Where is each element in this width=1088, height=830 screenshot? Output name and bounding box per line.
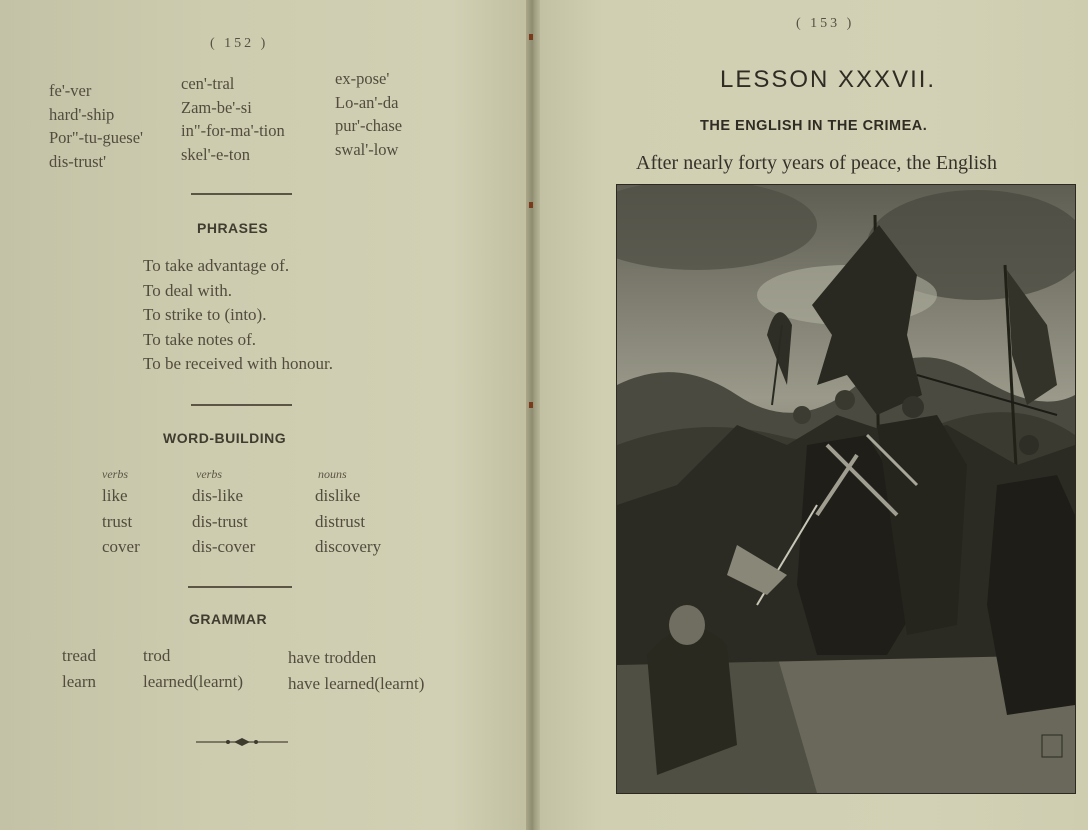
word-building-column	[315, 483, 381, 560]
word-building-column-header: verbs	[102, 467, 128, 481]
word: dis-cover	[192, 537, 256, 556]
grammar-word: learned(learnt)	[143, 672, 244, 691]
word: dis-trust'	[49, 151, 107, 171]
word: discovery	[315, 537, 382, 556]
word-column-3	[335, 67, 402, 161]
section-divider	[191, 193, 292, 195]
grammar-column	[143, 643, 243, 695]
grammar-word: have learned(learnt)	[288, 674, 425, 693]
book-gutter	[526, 0, 540, 830]
grammar-word: trod	[143, 646, 171, 665]
grammar-column	[62, 643, 96, 695]
word: cover	[102, 537, 140, 556]
phrase-item: To deal with.	[143, 280, 232, 300]
page-number-right: ( 153 )	[796, 16, 855, 31]
phrase-item: To take notes of.	[143, 329, 257, 349]
word: hard'-ship	[49, 104, 115, 124]
battle-illustration-drawing	[617, 185, 1075, 793]
word: in"-for-ma'-tion	[181, 121, 285, 140]
battle-illustration	[616, 184, 1076, 794]
word: ex-pose'	[335, 69, 390, 88]
word: cen'-tral	[181, 74, 235, 93]
section-divider	[191, 404, 292, 406]
word: swal'-low	[335, 139, 399, 159]
opening-line: After nearly forty years of peace, the English	[636, 152, 997, 174]
lesson-title: LESSON XXXVII.	[720, 66, 937, 93]
word: fe'-ver	[49, 81, 92, 100]
word: Por"-tu-guese'	[49, 128, 144, 147]
binding-stitch	[529, 202, 533, 208]
binding-stitch	[529, 34, 533, 40]
phrase-item: To strike to (into).	[143, 305, 267, 324]
word: skel'-e-ton	[181, 144, 250, 164]
grammar-word: have trodden	[288, 648, 377, 667]
word-building-column	[192, 483, 255, 560]
lesson-subtitle: THE ENGLISH IN THE CRIMEA.	[700, 118, 928, 134]
grammar-word: tread	[62, 646, 96, 665]
word: Lo-an'-da	[335, 92, 399, 112]
word: pur'-chase	[335, 116, 403, 135]
section-divider	[188, 586, 292, 588]
word-column-2	[181, 72, 285, 166]
word-building-heading: WORD-BUILDING	[163, 430, 287, 446]
word-column-1	[49, 79, 143, 173]
grammar-heading: GRAMMAR	[189, 611, 268, 627]
word: distrust	[315, 511, 366, 531]
word-building-column-header: verbs	[196, 467, 222, 481]
page-number-left: ( 152 )	[210, 36, 269, 51]
phrases-heading: PHRASES	[197, 220, 269, 236]
phrase-item: To take advantage of.	[143, 256, 290, 275]
phrase-item: To be received with honour.	[143, 354, 334, 373]
phrases-list	[143, 254, 333, 377]
word: like	[102, 486, 128, 505]
grammar-column	[288, 645, 424, 697]
end-ornament	[196, 735, 288, 749]
binding-stitch	[529, 402, 533, 408]
word: dislike	[315, 486, 361, 505]
grammar-word: learn	[62, 672, 96, 691]
word-building-column-header: nouns	[318, 467, 347, 481]
word: Zam-be'-si	[181, 97, 252, 117]
word: dis-trust	[192, 511, 248, 531]
word: dis-like	[192, 486, 243, 505]
word-building-column	[102, 483, 140, 560]
word: trust	[102, 511, 133, 531]
